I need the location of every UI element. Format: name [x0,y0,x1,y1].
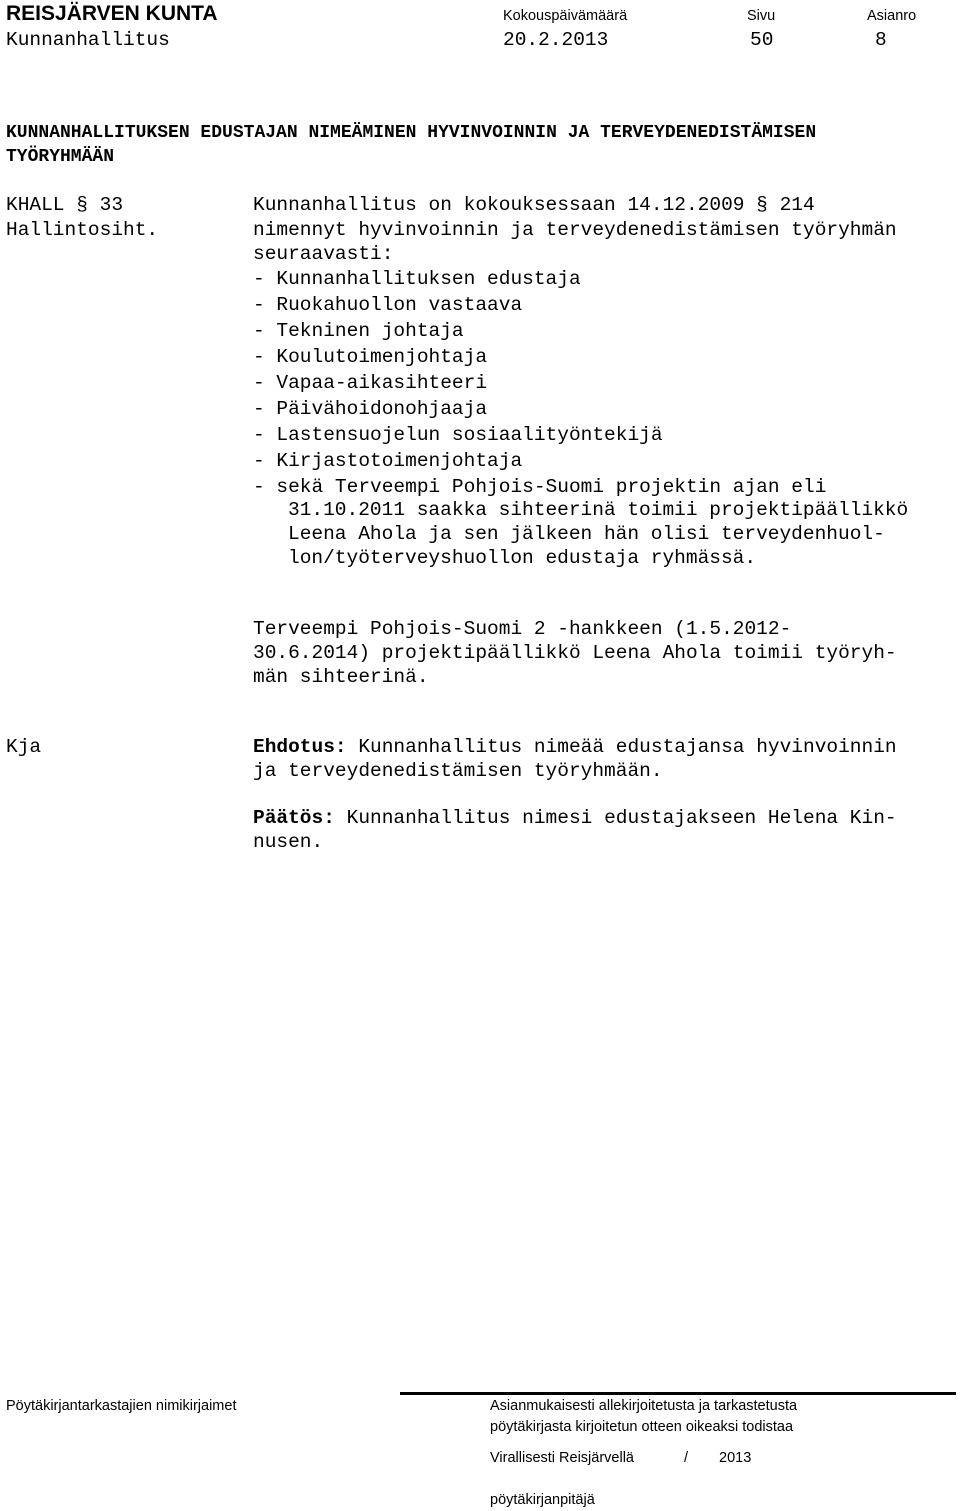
list-item: - Koulutoimenjohtaja [253,346,488,368]
list-continuation: 31.10.2011 saakka sihteerinä toimii projektipäällikkö [288,499,909,521]
minutes-keeper: pöytäkirjanpitäjä [490,1492,595,1508]
signers-label: Pöytäkirjantarkastajien nimikirjaimet [6,1398,237,1414]
certification-line: pöytäkirjasta kirjoitetun otteen oikeaksi todistaa [490,1419,794,1435]
intro-line: nimennyt hyvinvoinnin ja terveydenedistämisen työryhmän [253,219,897,241]
footer-year: 2013 [719,1450,752,1466]
paragraph-line: Terveempi Pohjois-Suomi 2 -hankkeen (1.5.2012- [253,618,792,640]
date-separator: / [684,1450,689,1466]
footer-rule [400,1392,956,1395]
decision-line [253,805,897,831]
case-label: Asianro [867,8,917,24]
list-continuation: Leena Ahola ja sen jälkeen hän olisi terveydenhuol- [288,523,885,545]
list-item: - Vapaa-aikasihteeri [253,372,488,394]
khall-reference: KHALL § 33 [6,194,124,216]
organization-name: REISJÄRVEN KUNTA [6,2,218,25]
preparer: Hallintosiht. [6,219,159,241]
case-number: 8 [875,29,887,51]
decision-text: Kunnanhallitus nimesi edustajakseen Helena Kin- [334,807,897,829]
list-item: - Päivähoidonohjaaja [253,398,488,420]
page-number: 50 [750,29,774,51]
certification-line: Asianmukaisesti allekirjoitetusta ja tarkastetusta [490,1398,798,1414]
page-label: Sivu [747,8,776,24]
proposal-line: ja terveydenedistämisen työryhmään. [253,760,663,782]
list-item: - Tekninen johtaja [253,320,464,342]
list-item: - Lastensuojelun sosiaalityöntekijä [253,424,663,446]
decision-line: nusen. [253,831,324,853]
paragraph-line: män sihteerinä. [253,666,429,688]
proposal-line [253,734,897,760]
proposal-text: Kunnanhallitus nimeää edustajansa hyvinvoinnin [346,736,897,758]
section-title-line2: TYÖRYHMÄÄN [6,147,115,167]
intro-line: Kunnanhallitus on kokouksessaan 14.12.2009 § 214 [253,194,815,216]
list-item: - sekä Terveempi Pohjois-Suomi projektin ajan eli [253,476,827,498]
official-place: Virallisesti Reisjärvellä [490,1450,634,1466]
list-item: - Ruokahuollon vastaava [253,294,523,316]
body-name: Kunnanhallitus [6,29,170,51]
decision-label: Päätös: [253,807,335,829]
paragraph-line: 30.6.2014) projektipäällikkö Leena Ahola toimii työryh- [253,642,897,664]
list-item: - Kunnanhallituksen edustaja [253,268,581,290]
proposal-label: Ehdotus: [253,736,347,758]
intro-line: seuraavasti: [253,243,394,265]
meeting-date: 20.2.2013 [503,29,609,51]
list-continuation: lon/työterveyshuollon edustaja ryhmässä. [288,547,757,569]
section-title-line1: KUNNANHALLITUKSEN EDUSTAJAN NIMEÄMINEN HYVINVOINNIN JA TERVEYDENEDISTÄMISEN [6,123,817,143]
kja-label: Kja [6,736,42,758]
date-label: Kokouspäivämäärä [503,8,628,24]
list-item: - Kirjastotoimenjohtaja [253,450,523,472]
